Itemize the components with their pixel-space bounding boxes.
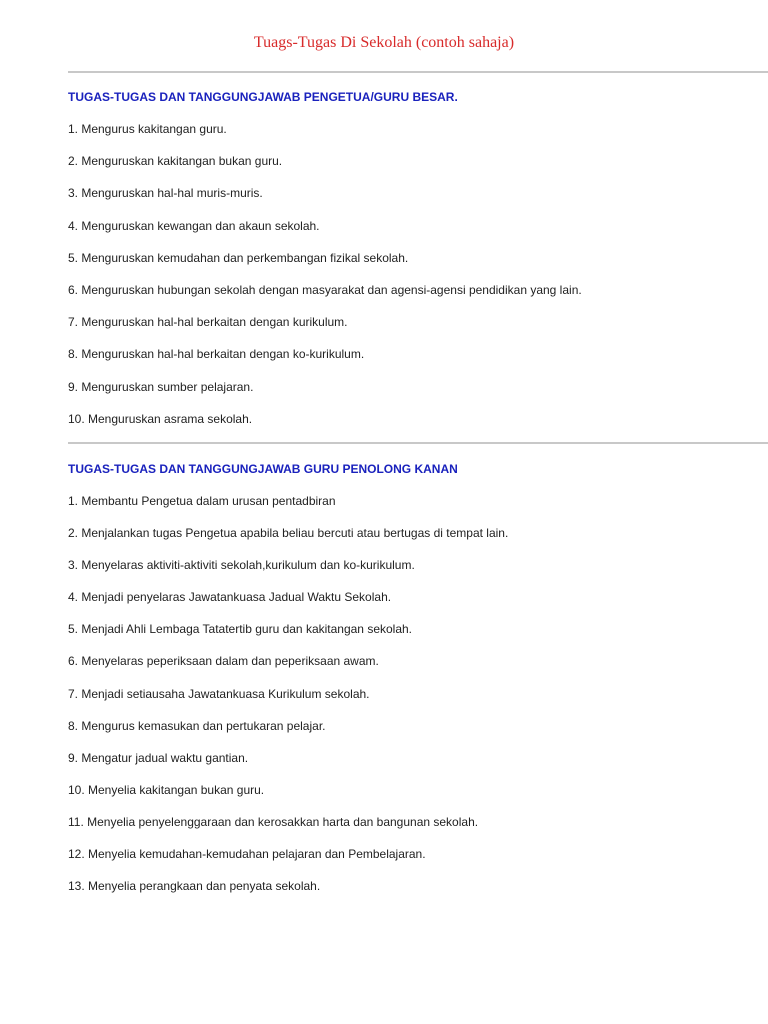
list-item: 7. Menguruskan hal-hal berkaitan dengan kurikulum.: [68, 315, 348, 330]
list-item: 3. Menguruskan hal-hal muris-muris.: [68, 186, 263, 201]
list-item: 11. Menyelia penyelenggaraan dan kerosakkan harta dan bangunan sekolah.: [68, 814, 479, 829]
list-item: 3. Menyelaras aktiviti-aktiviti sekolah,kurikulum dan ko-kurikulum.: [68, 558, 415, 573]
list-item: 5. Menjadi Ahli Lembaga Tatatertib guru dan kakitangan sekolah.: [68, 622, 413, 637]
list-item: 1. Mengurus kakitangan guru.: [68, 122, 227, 136]
list-item: 2. Menjalankan tugas Pengetua apabila beliau bercuti atau bertugas di tempat lain.: [68, 526, 509, 541]
section-principal-duties: [68, 88, 758, 442]
list-item: 13. Menyelia perangkaan dan penyata sekolah.: [68, 879, 321, 894]
horizontal-rule: [68, 442, 768, 444]
section-senior-assistant-duties: [68, 460, 758, 909]
list-item: 4. Menjadi penyelaras Jawatankuasa Jadual Waktu Sekolah.: [68, 590, 392, 605]
list-item: 8. Mengurus kemasukan dan pertukaran pelajar.: [68, 718, 326, 733]
horizontal-rule: [68, 71, 768, 73]
list-item: 12. Menyelia kemudahan-kemudahan pelajaran dan Pembelajaran.: [68, 847, 426, 862]
list-item: 9. Mengatur jadual waktu gantian.: [68, 750, 249, 765]
list-item: 2. Menguruskan kakitangan bukan guru.: [68, 154, 283, 169]
list-item: 5. Menguruskan kemudahan dan perkembangan fizikal sekolah.: [68, 250, 409, 265]
section-heading: TUGAS-TUGAS DAN TANGGUNGJAWAB PENGETUA/GURU BESAR.: [68, 90, 458, 104]
list-item: 6. Menguruskan hubungan sekolah dengan masyarakat dan agensi-agensi pendidikan yang lain.: [68, 282, 582, 297]
list-item: 4. Menguruskan kewangan dan akaun sekolah.: [68, 218, 320, 233]
duty-list: [68, 492, 758, 909]
list-item: 10. Menyelia kakitangan bukan guru.: [68, 782, 265, 797]
duty-list: [68, 120, 758, 442]
list-item: 6. Menyelaras peperiksaan dalam dan peperiksaan awam.: [68, 654, 379, 669]
list-item: 7. Menjadi setiausaha Jawatankuasa Kurikulum sekolah.: [68, 686, 370, 701]
list-item: 10. Menguruskan asrama sekolah.: [68, 411, 253, 426]
list-item: 8. Menguruskan hal-hal berkaitan dengan ko-kurikulum.: [68, 347, 365, 362]
list-item: 1. Membantu Pengetua dalam urusan pentadbiran: [68, 494, 336, 508]
list-item: 9. Menguruskan sumber pelajaran.: [68, 379, 254, 394]
document-title: Tuags-Tugas Di Sekolah (contoh sahaja): [253, 34, 515, 51]
section-heading: TUGAS-TUGAS DAN TANGGUNGJAWAB GURU PENOLONG KANAN: [68, 462, 458, 476]
